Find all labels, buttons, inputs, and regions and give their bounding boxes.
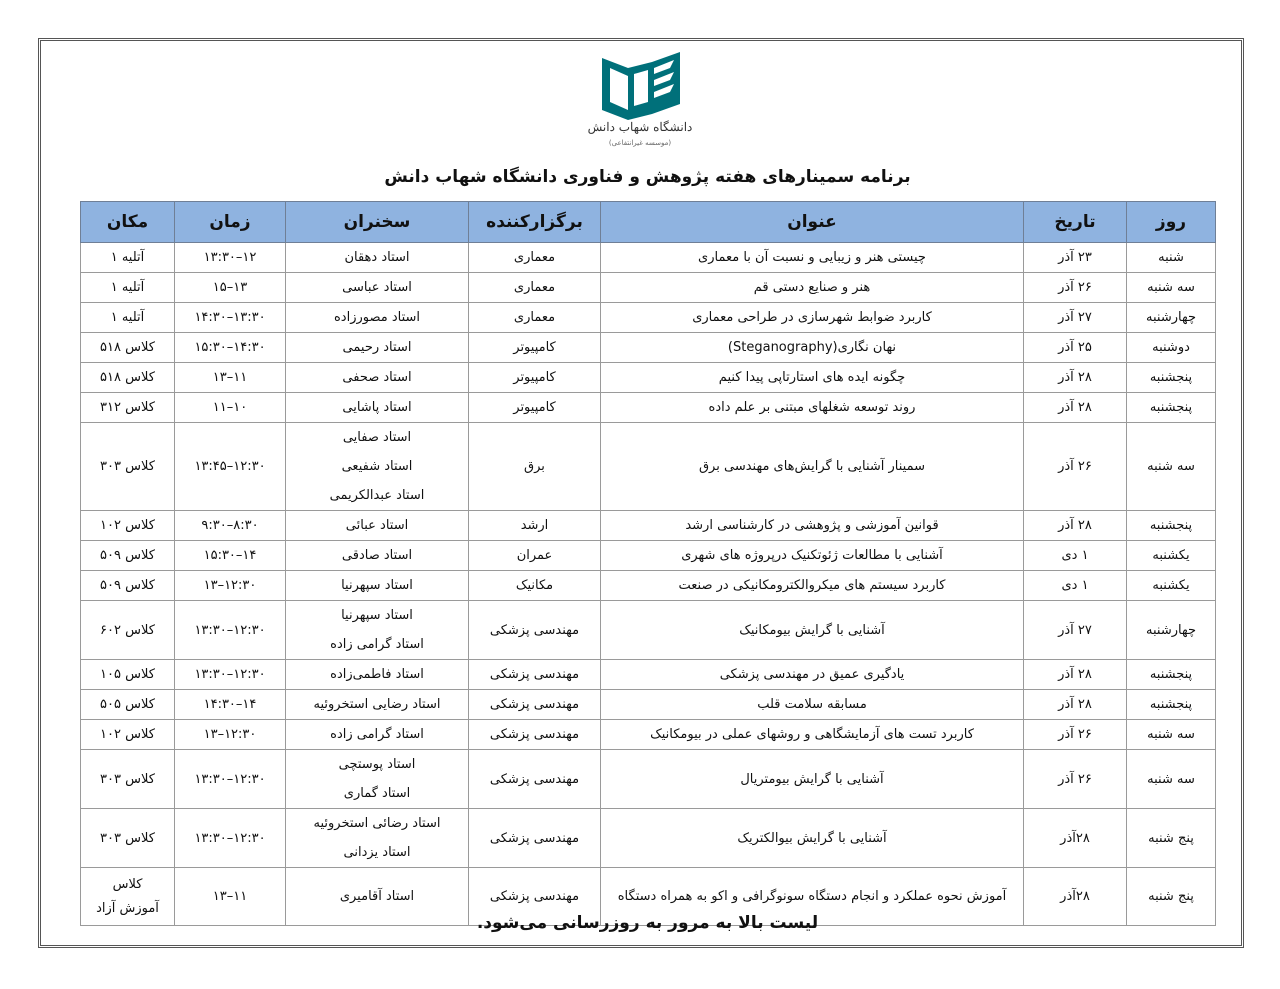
place-text: آموزش آزاد (96, 900, 159, 916)
place-text: آتلیه ۱ (110, 280, 145, 295)
speaker-name: استاد صحفی (342, 370, 412, 385)
place-text: کلاس ۱۰۵ (100, 667, 155, 682)
header-date: تاریخ (1024, 202, 1127, 243)
cell-speaker (286, 660, 469, 690)
cell-date: ۲۸ آذر (1024, 363, 1127, 393)
cell-place (81, 720, 175, 750)
cell-organizer: کامپیوتر (469, 333, 601, 363)
cell-day: پنج شنبه (1127, 809, 1216, 868)
cell-topic: آشنایی با مطالعات ژئوتکنیک درپروژه های شهری (601, 541, 1024, 571)
cell-place (81, 243, 175, 273)
cell-time: ۱۴:۳۰–۱۵:۳۰ (175, 333, 286, 363)
cell-topic: یادگیری عمیق در مهندسی پزشکی (601, 660, 1024, 690)
cell-organizer: برق (469, 423, 601, 511)
cell-day: پنجشنبه (1127, 363, 1216, 393)
speaker-name: استاد آقامیری (339, 889, 415, 904)
table-row (81, 273, 1216, 303)
header-time: زمان (175, 202, 286, 243)
cell-topic: آشنایی با گرایش بیوالکتریک (601, 809, 1024, 868)
cell-date: ۱ دی (1024, 571, 1127, 601)
place-text: کلاس ۵۱۸ (100, 370, 155, 385)
cell-speaker (286, 750, 469, 809)
speaker-name: استاد مصورزاده (333, 310, 421, 325)
cell-organizer: عمران (469, 541, 601, 571)
cell-date: ۲۸ آذر (1024, 393, 1127, 423)
place-text: آتلیه ۱ (110, 310, 145, 325)
place-text: کلاس ۳۱۲ (100, 400, 155, 415)
cell-topic: کاربرد ضوابط شهرسازی در طراحی معماری (601, 303, 1024, 333)
cell-speaker (286, 809, 469, 868)
table-row (81, 423, 1216, 511)
cell-time: ۱۳–۱۵ (175, 273, 286, 303)
cell-day: چهارشنبه (1127, 601, 1216, 660)
cell-organizer: مهندسی پزشکی (469, 690, 601, 720)
speaker-name: استاد سپهرنیا (341, 608, 413, 623)
cell-topic: روند توسعه شغلهای مبتنی بر علم داده (601, 393, 1024, 423)
cell-day: پنجشنبه (1127, 393, 1216, 423)
table-row (81, 393, 1216, 423)
speaker-name: استاد فاطمی‌زاده (330, 667, 424, 682)
place-text: کلاس ۵۰۹ (100, 578, 155, 593)
cell-topic: نهان نگاری(Steganography) (601, 333, 1024, 363)
speaker-name: استاد پوستچی (338, 757, 416, 772)
speaker-name: استاد عباسی (342, 280, 412, 295)
cell-day: سه شنبه (1127, 720, 1216, 750)
cell-day: پنجشنبه (1127, 690, 1216, 720)
cell-topic: مسابقه سلامت قلب (601, 690, 1024, 720)
speaker-name: استاد رضایی استخروئیه (313, 697, 441, 712)
seminar-schedule-table (80, 201, 1216, 926)
cell-time: ۱۲:۳۰–۱۳:۳۰ (175, 750, 286, 809)
place-text: کلاس (112, 876, 143, 892)
speaker-name: استاد دهقان (344, 250, 410, 265)
cell-organizer: معماری (469, 273, 601, 303)
speaker-name: استاد گرامی زاده (330, 727, 424, 742)
speaker-name: استاد صادقی (341, 548, 413, 563)
speaker-name: استاد گرامی زاده (330, 637, 424, 652)
cell-time: ۸:۳۰–۹:۳۰ (175, 511, 286, 541)
cell-topic: آشنایی با گرایش بیومتریال (601, 750, 1024, 809)
place-text: کلاس ۵۰۵ (100, 697, 155, 712)
cell-place (81, 571, 175, 601)
table-row (81, 660, 1216, 690)
speaker-name: استاد رضائی استخروئیه (313, 816, 441, 831)
cell-organizer: مهندسی پزشکی (469, 601, 601, 660)
place-text: کلاس ۱۰۲ (100, 727, 155, 742)
cell-day: دوشنبه (1127, 333, 1216, 363)
cell-day: سه شنبه (1127, 423, 1216, 511)
cell-speaker (286, 601, 469, 660)
cell-place (81, 690, 175, 720)
cell-time: ۱۳:۳۰–۱۴:۳۰ (175, 303, 286, 333)
cell-topic: آموزش نحوه عملکرد و انجام دستگاه سونوگرافی و اکو به همراه دستگاه (601, 868, 1024, 926)
place-text: کلاس ۵۱۸ (100, 340, 155, 355)
logo-subtitle: (موسسه غیرانتفاعی) (608, 139, 672, 147)
cell-place (81, 750, 175, 809)
cell-date: ۲۳ آذر (1024, 243, 1127, 273)
cell-topic: چگونه ایده های استارتاپی پیدا کنیم (601, 363, 1024, 393)
header-place: مکان (81, 202, 175, 243)
table-row (81, 541, 1216, 571)
cell-place (81, 809, 175, 868)
cell-place (81, 303, 175, 333)
place-text: کلاس ۳۰۳ (100, 771, 155, 787)
cell-date: ۲۶ آذر (1024, 423, 1127, 511)
cell-time: ۱۲:۳۰–۱۳:۳۰ (175, 601, 286, 660)
cell-topic: هنر و صنایع دستی قم (601, 273, 1024, 303)
table-row (81, 571, 1216, 601)
table-row (81, 303, 1216, 333)
place-text: کلاس ۶۰۲ (100, 622, 155, 638)
cell-date: ۲۶ آذر (1024, 750, 1127, 809)
cell-time: ۱۲:۳۰–۱۳ (175, 571, 286, 601)
cell-date: ۲۸ آذر (1024, 511, 1127, 541)
cell-time: ۱۲:۳۰–۱۳:۳۰ (175, 809, 286, 868)
cell-speaker (286, 511, 469, 541)
cell-day: پنجشنبه (1127, 660, 1216, 690)
table-row (81, 363, 1216, 393)
cell-speaker (286, 243, 469, 273)
cell-date: ۱ دی (1024, 541, 1127, 571)
speaker-name: استاد صفایی (342, 430, 412, 445)
header-organizer: برگزارکننده (469, 202, 601, 243)
cell-time: ۱۴–۱۵:۳۰ (175, 541, 286, 571)
cell-topic: سمینار آشنایی با گرایش‌های مهندسی برق (601, 423, 1024, 511)
cell-organizer: مهندسی پزشکی (469, 868, 601, 926)
cell-organizer: مهندسی پزشکی (469, 720, 601, 750)
table-header-row (81, 202, 1216, 243)
table-row (81, 690, 1216, 720)
place-text: کلاس ۳۰۳ (100, 830, 155, 846)
cell-organizer: ارشد (469, 511, 601, 541)
cell-day: سه شنبه (1127, 750, 1216, 809)
table-row (81, 333, 1216, 363)
header-day: روز (1127, 202, 1216, 243)
cell-speaker (286, 273, 469, 303)
cell-date: ۲۷ آذر (1024, 601, 1127, 660)
cell-speaker (286, 720, 469, 750)
speaker-name: استاد عبائی (345, 518, 409, 533)
cell-time: ۱۲–۱۳:۳۰ (175, 243, 286, 273)
cell-topic: قوانین آموزشی و پژوهشی در کارشناسی ارشد (601, 511, 1024, 541)
cell-organizer: مهندسی پزشکی (469, 750, 601, 809)
cell-speaker (286, 423, 469, 511)
cell-date: ۲۸آذر (1024, 809, 1127, 868)
place-text: کلاس ۵۰۹ (100, 548, 155, 563)
cell-speaker (286, 333, 469, 363)
cell-day: یکشنبه (1127, 541, 1216, 571)
cell-speaker (286, 363, 469, 393)
cell-day: یکشنبه (1127, 571, 1216, 601)
speaker-name: استاد پاشایی (342, 400, 412, 415)
cell-time: ۱۱–۱۳ (175, 363, 286, 393)
cell-topic: چیستی هنر و زیبایی و نسبت آن با معماری (601, 243, 1024, 273)
cell-organizer: معماری (469, 303, 601, 333)
speaker-name: استاد شفیعی (341, 459, 413, 474)
cell-organizer: کامپیوتر (469, 393, 601, 423)
cell-date: ۲۷ آذر (1024, 303, 1127, 333)
table-row (81, 601, 1216, 660)
cell-time: ۱۴–۱۴:۳۰ (175, 690, 286, 720)
cell-date: ۲۸ آذر (1024, 690, 1127, 720)
cell-place (81, 601, 175, 660)
cell-topic: کاربرد تست های آزمایشگاهی و روشهای عملی در بیومکانیک (601, 720, 1024, 750)
cell-date: ۲۵ آذر (1024, 333, 1127, 363)
speaker-name: استاد یزدانی (343, 845, 411, 860)
cell-topic: کاربرد سیستم های میکروالکترومکانیکی در صنعت (601, 571, 1024, 601)
cell-date: ۲۶ آذر (1024, 720, 1127, 750)
cell-organizer: معماری (469, 243, 601, 273)
cell-speaker (286, 690, 469, 720)
place-text: کلاس ۱۰۲ (100, 518, 155, 533)
table-row (81, 243, 1216, 273)
table-row (81, 750, 1216, 809)
cell-place (81, 273, 175, 303)
speaker-name: استاد عبدالکریمی (329, 488, 425, 503)
table-row (81, 809, 1216, 868)
cell-organizer: مهندسی پزشکی (469, 809, 601, 868)
table-row (81, 720, 1216, 750)
cell-organizer: مکانیک (469, 571, 601, 601)
cell-day: پنج شنبه (1127, 868, 1216, 926)
cell-topic: آشنایی با گرایش بیومکانیک (601, 601, 1024, 660)
cell-date: ۲۶ آذر (1024, 273, 1127, 303)
speaker-name: استاد رحیمی (342, 340, 412, 355)
logo-university-name: دانشگاه شهاب دانش (587, 120, 693, 134)
cell-place (81, 333, 175, 363)
cell-day: شنبه (1127, 243, 1216, 273)
cell-day: پنجشنبه (1127, 511, 1216, 541)
place-text: آتلیه ۱ (110, 250, 145, 265)
cell-time: ۱۱–۱۳ (175, 868, 286, 926)
cell-place (81, 511, 175, 541)
page-title: برنامه سمینارهای هفته پژوهش و فناوری دانشگاه شهاب دانش (384, 167, 911, 187)
cell-place (81, 423, 175, 511)
header-speaker: سخنران (286, 202, 469, 243)
cell-place (81, 660, 175, 690)
cell-speaker (286, 303, 469, 333)
speaker-name: استاد سپهرنیا (341, 578, 413, 593)
cell-time: ۱۲:۳۰–۱۳ (175, 720, 286, 750)
cell-speaker (286, 541, 469, 571)
cell-time: ۱۰–۱۱ (175, 393, 286, 423)
footer-note: لیست بالا به مرور به روزرسانی می‌شود. (476, 913, 819, 933)
cell-time: ۱۲:۳۰–۱۳:۴۵ (175, 423, 286, 511)
cell-organizer: مهندسی پزشکی (469, 660, 601, 690)
cell-date: ۲۸ آذر (1024, 660, 1127, 690)
cell-speaker (286, 393, 469, 423)
header-topic: عنوان (601, 202, 1024, 243)
cell-date: ۲۸آذر (1024, 868, 1127, 926)
table-row (81, 511, 1216, 541)
cell-time: ۱۲:۳۰–۱۳:۳۰ (175, 660, 286, 690)
cell-place (81, 393, 175, 423)
cell-place (81, 541, 175, 571)
cell-organizer: کامپیوتر (469, 363, 601, 393)
speaker-name: استاد گماری (343, 786, 411, 801)
cell-day: سه شنبه (1127, 273, 1216, 303)
place-text: کلاس ۳۰۳ (100, 459, 155, 474)
cell-place (81, 363, 175, 393)
cell-speaker (286, 571, 469, 601)
cell-day: چهارشنبه (1127, 303, 1216, 333)
